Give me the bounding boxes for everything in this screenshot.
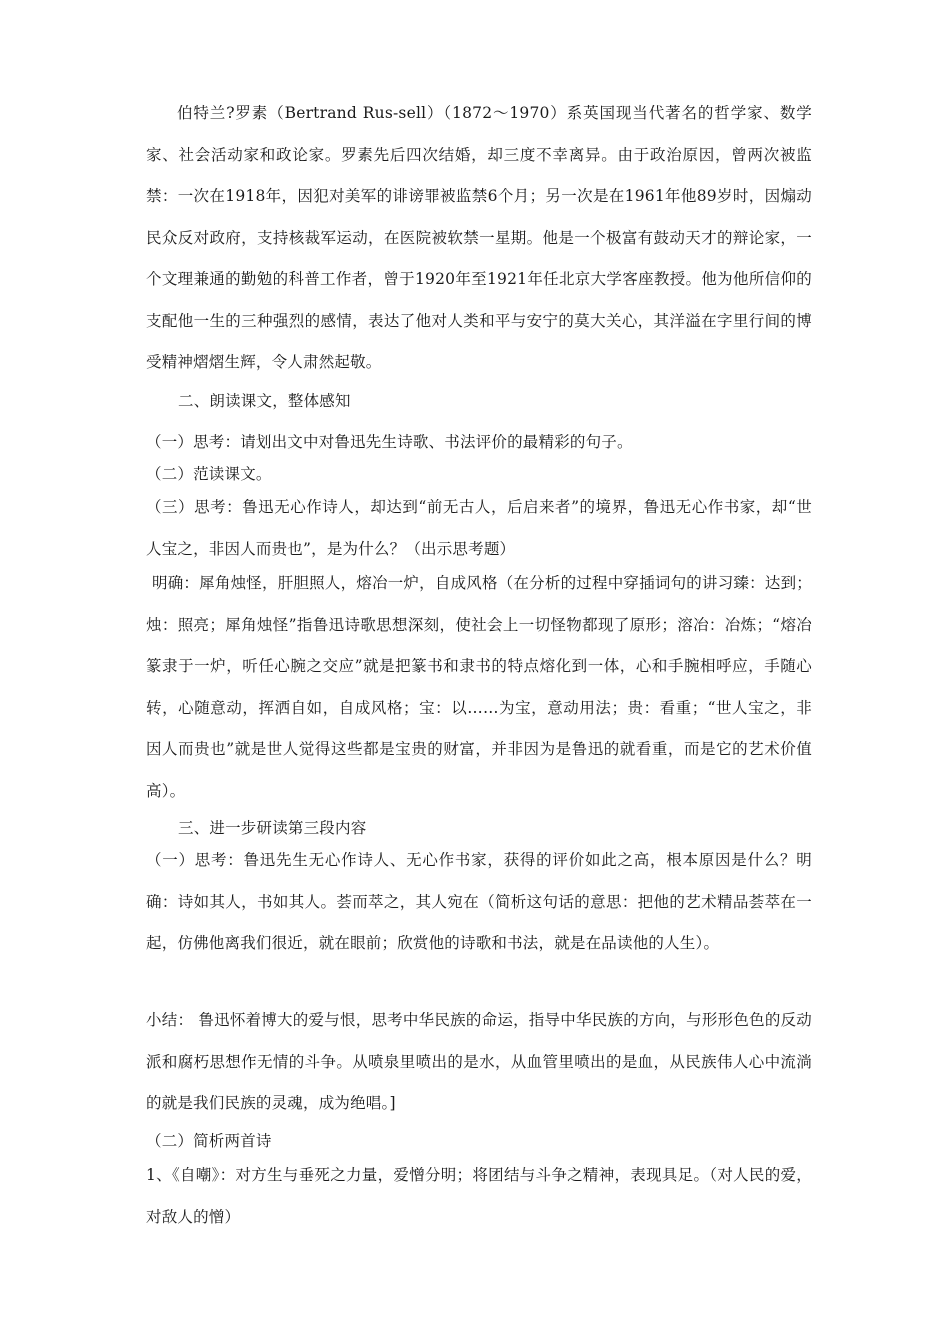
summary-paragraph: 小结： 鲁迅怀着博大的爱与恨，思考中华民族的命运，指导中华民族的方向，与形形色色的反动派和腐朽思想作无情的斗争。从喷泉里喷出的是水，从血管里喷出的是血，从民族伟人心中流淌的就是我们民族的灵魂，成为绝唱。] bbox=[146, 1011, 812, 1112]
question-3: （三）思考：鲁迅无心作诗人，却达到“前无古人，后启来者”的境界，鲁迅无心作书家，却“世人宝之，非因人而贵也”，是为什么？（出示思考题） bbox=[146, 498, 812, 558]
intro-paragraph: 伯特兰?罗素（Bertrand Rus-sell）（1872～1970）系英国现当代著名的哲学家、数学家、社会活动家和政论家。罗素先后四次结婚，却三度不幸离异。由于政治原因，曾两次被监禁：一次在1918年，因犯对美军的诽谤罪被监禁6个月；另一次是在1961年他89岁时，因煽动民众反对政府，支持核裁军运动，在医院被软禁一星期。他是一个极富有鼓动天才的辩论家，一个文理兼通的勤勉的科普工作者，曾于1920年至1921年任北京大学客座教授。他为他所信仰的支配他一生的三种强烈的感情，表达了他对人类和平与安宁的莫大关心，其洋溢在字里行间的博受精神熠熠生辉，令人肃然起敬。 bbox=[146, 104, 812, 371]
question-5: （二）简析两首诗 bbox=[146, 1132, 272, 1150]
poem-analysis-1: 1、《自嘲》：对方生与垂死之力量，爱憎分明；将团结与斗争之精神，表现具足。（对人民的爱，对敌人的憎） bbox=[146, 1166, 812, 1226]
question-1: （一）思考：请划出文中对鲁迅先生诗歌、书法评价的最精彩的句子。 bbox=[146, 433, 633, 451]
question-4: （一）思考：鲁迅先生无心作诗人、无心作书家，获得的评价如此之高，根本原因是什么？明确：诗如其人，书如其人。荟而萃之，其人宛在（简析这句话的意思：把他的艺术精品荟萃在一起，仿佛他离我们很近，就在眼前；欣赏他的诗歌和书法，就是在品读他的人生）。 bbox=[146, 851, 812, 952]
answer-paragraph: 明确：犀角烛怪，肝胆照人，熔冶一炉，自成风格（在分析的过程中穿插词句的讲习臻：达到；烛：照亮；犀角烛怪”指鲁迅诗歌思想深刻，使社会上一切怪物都现了原形；溶冶：冶炼；“熔冶篆隶于一炉，听任心腕之交应”就是把篆书和隶书的特点熔化到一体，心和手腕相呼应，手随心转，心随意动，挥洒自如，自成风格；宝：以……为宝，意动用法；贵：看重；“世人宝之，非因人而贵也”就是世人觉得这些都是宝贵的财富，并非因为是鲁迅的就看重，而是它的艺术价值高）。 bbox=[146, 574, 812, 800]
question-2: （二）范读课文。 bbox=[146, 465, 272, 483]
section-heading-study: 三、进一步研读第三段内容 bbox=[178, 819, 367, 837]
section-heading-reading: 二、朗读课文，整体感知 bbox=[178, 392, 351, 410]
